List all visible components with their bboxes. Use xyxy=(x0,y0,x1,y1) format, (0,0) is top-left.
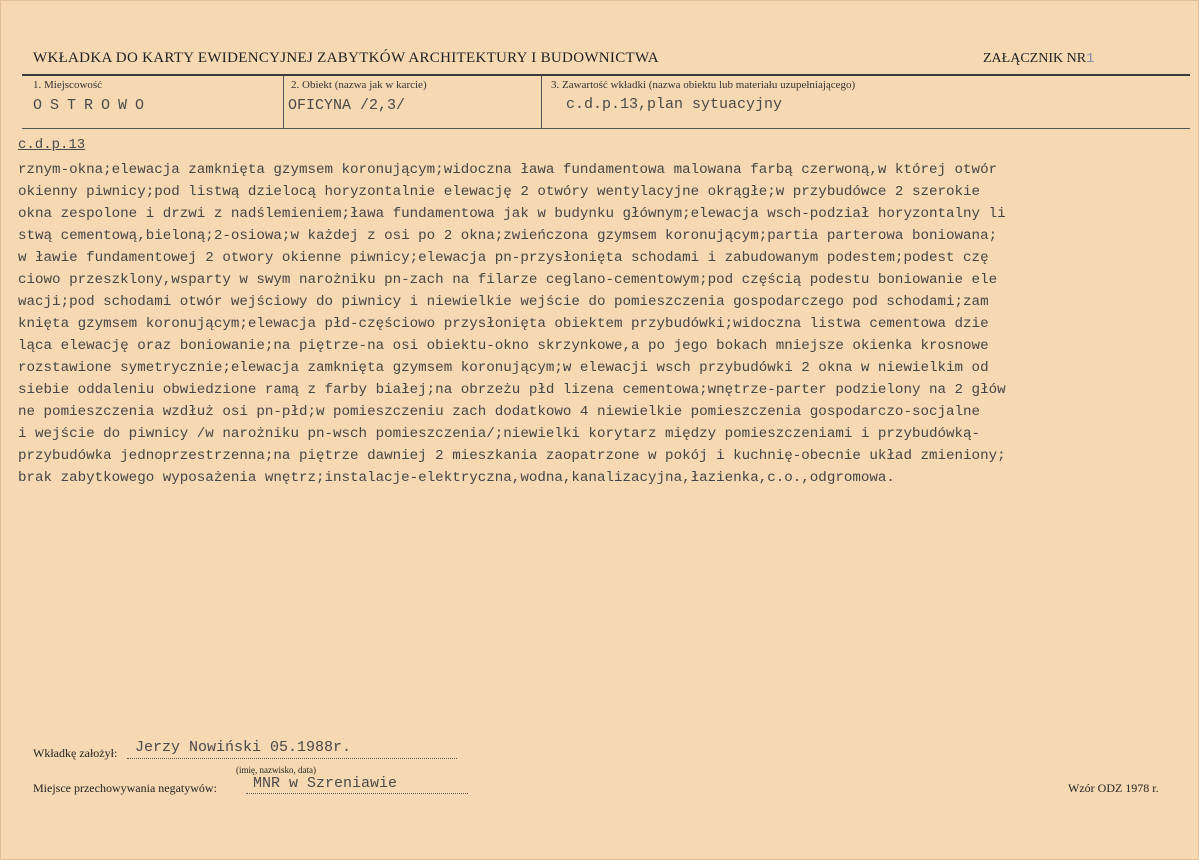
contents-label: 3. Zawartość wkładki (nazwa obiektu lub materiału uzupełniającego) xyxy=(551,79,856,91)
body-line: ciowo przeszklony,wsparty w swym narożniku pn-zach na filarze ceglano-cementowym;pod częścią podestu boniowanie ele xyxy=(18,272,998,288)
object-label: 2. Obiekt (nazwa jak w karcie) xyxy=(291,79,427,91)
annex-label xyxy=(983,51,1094,67)
field-divider-2 xyxy=(541,76,542,128)
body-line: i wejście do piwnicy /w narożniku pn-wsch pomieszczenia/;niewielki korytarz między pomieszczeniami i przybudówką- xyxy=(18,426,981,442)
annex-number: 1 xyxy=(1086,51,1095,67)
continuation-heading: c.d.p.13 xyxy=(18,137,86,153)
locality-value: OSTROWO xyxy=(33,97,153,114)
form-title: WKŁADKA DO KARTY EWIDENCYJNEJ ZABYTKÓW ARCHITEKTURY I BUDOWNICTWA xyxy=(33,50,659,66)
body-line: stwą cementową,bieloną;2-osiowa;w każdej z osi po 2 okna;zwieńczona gzymsem koronującym;partia parterowa boniowana; xyxy=(18,228,998,244)
storage-label: Miejsce przechowywania negatywów: xyxy=(33,781,217,795)
body-line: siebie oddaleniu obwiedzione ramą z farby białej;na obrzeżu płd lizena cementowa;wnętrze-parter podzielony na 2 głów xyxy=(18,382,1006,398)
object-value: OFICYNA /2,3/ xyxy=(288,97,406,114)
author-hint: (imię, nazwisko, data) xyxy=(236,765,316,775)
locality-label: 1. Miejscowość xyxy=(33,79,103,91)
form-code: Wzór ODZ 1978 r. xyxy=(1068,781,1159,795)
annex-label-text: ZAŁĄCZNIK NR xyxy=(983,51,1087,66)
body-line: knięta gzymsem koronującym;elewacja płd-częściowo przysłonięta obiektem przybudówki;widoczna listwa cementowa dzie xyxy=(18,316,989,332)
author-value: Jerzy Nowiński 05.1988r. xyxy=(135,739,352,756)
author-dotted-line xyxy=(127,758,457,759)
header-rule-bottom xyxy=(22,128,1190,129)
contents-value: c.d.p.13,plan sytuacyjny xyxy=(566,96,783,113)
field-divider-1 xyxy=(283,76,284,128)
body-line: w ławie fundamentowej 2 otwory okienne piwnicy;elewacja pn-przysłonięta schodami i zabudowanym podestem;podest czę xyxy=(18,250,989,266)
storage-value: MNR w Szreniawie xyxy=(253,775,398,792)
header-rule-top xyxy=(22,74,1190,76)
body-line: ląca elewację oraz boniowanie;na piętrze-na osi obiektu-okno skrzynkowe,a po jego bokach mniejsze okienka krosnowe xyxy=(18,338,989,354)
body-line: wacji;pod schodami otwór wejściowy do piwnicy i niewielkie wejście do pomieszczenia gospodarczego pod schodami;zam xyxy=(18,294,989,310)
body-line: rozstawione symetrycznie;elewacja zamknięta gzymsem koronującym;w elewacji wsch przybudówki 2 okna w niewielkim od xyxy=(18,360,989,376)
author-label: Wkładkę założył: xyxy=(33,746,118,760)
body-line: przybudówka jednoprzestrzenna;na piętrze dawniej 2 mieszkania zaopatrzone w pokój i kuchnię-obecnie układ zmieniony; xyxy=(18,448,1006,464)
storage-dotted-line xyxy=(246,793,468,794)
body-line: ne pomieszczenia wzdłuż osi pn-płd;w pomieszczeniu zach dodatkowo 4 niewielkie pomieszczenia gospodarczo-socjalne xyxy=(18,404,981,420)
body-line: okna zespolone i drzwi z nadślemieniem;ława fundamentowa jak w budynku głównym;elewacja wsch-podział horyzontalny li xyxy=(18,206,1006,222)
body-line: okienny piwnicy;pod listwą dzielocą horyzontalnie elewację 2 otwóry wentylacyjne okrągłe;w przybudówce 2 szerokie xyxy=(18,184,981,200)
body-line: brak zabytkowego wyposażenia wnętrz;instalacje-elektryczna,wodna,kanalizacyjna,łazienka,c.o.,odgromowa. xyxy=(18,470,895,486)
description-body xyxy=(18,159,1196,489)
body-line: rznym-okna;elewacja zamknięta gzymsem koronującym;widoczna ława fundamentowa malowana farbą czerwoną,w której otwór xyxy=(18,162,998,178)
